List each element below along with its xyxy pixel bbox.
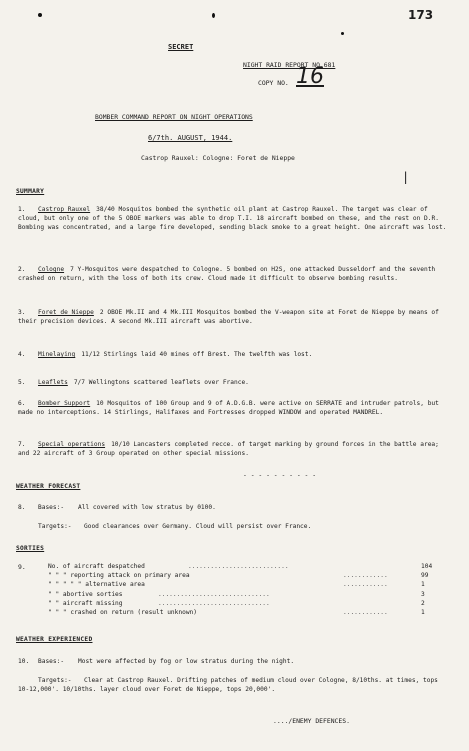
- item-text: 7 Y-Mosquitos were despatched to Cologne. 5 bombed on H2S, one attacked Dusseldorf and the seventh crashed on return, with the loss of both its crew. Cloud made it difficult to observe bombing results.: [18, 266, 436, 282]
- item-number: 8.: [18, 504, 26, 511]
- weather-forecast-heading: WEATHER FORECAST: [16, 483, 81, 490]
- sorties-label: " " aircraft missing: [48, 600, 123, 607]
- bases-text: All covered with low stratus by 0100.: [78, 504, 216, 511]
- summary-item-5: [18, 378, 452, 387]
- item-number: 1.: [18, 206, 26, 213]
- item-number: 2.: [18, 266, 26, 273]
- report-reference: NIGHT RAID REPORT NO.681: [243, 61, 336, 69]
- item-subject: Minelaying: [38, 351, 76, 358]
- item-text: 10/10 Lancasters completed recce. of target marking by ground forces in the battle area; and 22 aircraft of 3 Group operated on other special missions.: [18, 441, 439, 457]
- item-text: 10 Mosquitos of 100 Group and 9 of A.D.G.B. were active on SERRATE and intruder patrols, but made no interceptions. 14 Stirlings, Halifaxes and Fortresses dropped WINDOW and operated MANDREL.: [18, 400, 439, 416]
- leader-dots: ............: [343, 572, 388, 579]
- item-text: 38/40 Mosquitos bombed the synthetic oil plant at Castrop Rauxel. The target was clear of cloud, but only one of the 5 OBOE markers was able to drop T.I. 18 aircraft bombed on these, and the rest on D.R. Bombing was concentrated, and a large fire developed, sending black smoke to a great height. One aircraft was lost.: [18, 206, 447, 231]
- continuation-note: ..../ENEMY DEFENCES.: [273, 717, 350, 725]
- sorties-value: 99: [421, 572, 429, 579]
- leader-dots: ............: [343, 609, 388, 616]
- item-number: 6.: [18, 400, 26, 407]
- targets-text: Clear at Castrop Rauxel. Drifting patches of medium cloud over Cologne, 8/10ths. at times, tops 10-12,000'. 10/10ths. layer cloud over Foret de Nieppe, tops 20,000'.: [18, 677, 438, 693]
- item-number: 7.: [18, 441, 26, 448]
- item-text: 2 OBOE Mk.II and 4 Mk.III Mosquitos bombed the V-weapon site at Foret de Nieppe by means of their precision devices. A second Mk.III aircraft was abortive.: [18, 309, 439, 325]
- leader-dots: ..............................: [158, 591, 270, 598]
- item-number: 3.: [18, 309, 26, 316]
- forecast-bases: [18, 503, 452, 512]
- item-text: 11/12 Stirlings laid 40 mines off Brest. The twelfth was lost.: [81, 351, 313, 358]
- leader-dots: ............: [343, 581, 388, 588]
- item-number: 4.: [18, 351, 26, 358]
- item-number: 10.: [18, 658, 30, 665]
- sorties-label: " " " " " alternative area: [48, 581, 145, 588]
- sorties-value: 1: [421, 581, 425, 588]
- summary-heading: SUMMARY: [16, 188, 45, 195]
- summary-item-3: [18, 308, 452, 326]
- forecast-targets: [38, 522, 452, 531]
- targets-label: Targets:-: [38, 523, 72, 530]
- item-subject: Leaflets: [38, 379, 68, 386]
- margin-mark: |: [402, 170, 410, 184]
- copy-label: COPY NO.: [258, 79, 289, 87]
- sorties-value: 3: [421, 591, 425, 598]
- leader-dots: ..............................: [158, 600, 270, 607]
- sorties-label: No. of aircraft despatched: [48, 563, 145, 570]
- scan-speck: [212, 13, 215, 18]
- item-subject: Cologne: [38, 266, 65, 273]
- bases-label: Bases:-: [38, 658, 65, 665]
- item-number: 5.: [18, 379, 26, 386]
- targets-text: Good clearances over Germany. Cloud will persist over France.: [84, 523, 312, 530]
- section-separator: - - - - - - - - - -: [243, 471, 317, 479]
- item-subject: Castrop Rauxel: [38, 206, 91, 213]
- scan-speck: [38, 13, 42, 17]
- sorties-label: " " " crashed on return (result unknown): [48, 609, 198, 616]
- sorties-value: 104: [421, 563, 433, 570]
- summary-item-1: [18, 205, 452, 232]
- item-text: 7/7 Wellingtons scattered leaflets over France.: [73, 379, 249, 386]
- weather-experienced-heading: WEATHER EXPERIENCED: [16, 636, 93, 643]
- report-title: BOMBER COMMAND REPORT ON NIGHT OPERATIONS: [95, 113, 253, 121]
- summary-item-7: [18, 440, 452, 458]
- bases-text: Most were affected by fog or low stratus during the night.: [78, 658, 295, 665]
- sorties-label: " " abortive sorties: [48, 591, 123, 598]
- sorties-label: " " " reporting attack on primary area: [48, 572, 190, 579]
- targets-label: Targets:-: [38, 677, 72, 684]
- scan-speck: [341, 32, 344, 35]
- sorties-value: 2: [421, 600, 425, 607]
- classification: SECRET: [168, 43, 194, 51]
- item-subject: Special operations: [38, 441, 106, 448]
- item-subject: Foret de Nieppe: [38, 309, 94, 316]
- item-subject: Bomber Support: [38, 400, 91, 407]
- sorties-value: 1: [421, 609, 425, 616]
- page-number: 173: [408, 8, 434, 22]
- experienced-targets: [18, 676, 452, 694]
- sorties-number: 9.: [18, 563, 26, 571]
- targets-line: Castrop Rauxel: Cologne: Foret de Nieppe: [141, 154, 295, 162]
- sorties-heading: SORTIES: [16, 545, 45, 552]
- bases-label: Bases:-: [38, 504, 65, 511]
- summary-item-4: [18, 350, 452, 359]
- experienced-bases: [18, 657, 452, 666]
- summary-item-2: [18, 265, 452, 283]
- leader-dots: ...........................: [188, 563, 289, 570]
- summary-item-6: [18, 399, 452, 417]
- copy-number: 16: [296, 64, 324, 89]
- report-date: 6/7th. AUGUST, 1944.: [148, 134, 233, 142]
